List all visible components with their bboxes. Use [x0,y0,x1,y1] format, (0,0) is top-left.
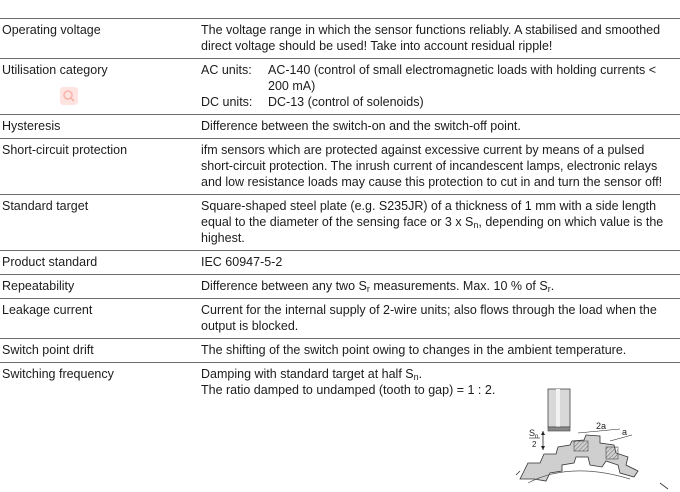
description: Square-shaped steel plate (e.g. S235JR) of a thickness of 1 mm with a side length equal to the diameter of the sensing face or 3 x $S_n$, depending on which value is the highest. [201,199,664,245]
term-operating-voltage: Operating voltage [2,23,101,37]
dc-units-value: DC-13 (control of solenoids) [268,95,424,109]
sensor-face [548,427,570,431]
description: Current for the internal supply of 2-wire units; also flows through the load when the output is blocked. [201,303,657,333]
switching-frequency-diagram [510,375,680,492]
description: IEC 60947-5-2 [201,255,283,269]
term-short-circuit-protection: Short-circuit protection [2,143,128,157]
description [201,62,674,110]
dc-units-line [201,94,674,110]
table-row [0,275,680,299]
ac-units-line [201,62,674,94]
description: The shifting of the switch point owing to changes in the ambient temperature. [201,343,627,357]
term-switch-point-drift: Switch point drift [2,343,94,357]
table-row [0,299,680,339]
table-row [0,139,680,195]
table-row [0,251,680,275]
table-row [0,195,680,251]
divisor-label: 2 [532,440,537,449]
term-switching-frequency: Switching frequency [2,367,114,381]
description: Difference between the switch-on and the switch-off point. [201,119,521,133]
dimension-a-line [610,435,632,441]
table-row [0,59,680,115]
tooth [606,447,618,459]
term-repeatability: Repeatability [2,279,75,293]
dc-units-label: DC units: [201,95,253,109]
ac-units-label: AC units: [201,63,252,77]
table-row [0,115,680,139]
term-leakage-current: Leakage current [2,303,93,317]
sn-label: $S_n$ [529,428,539,440]
term-product-standard: Product standard [2,255,98,269]
specification-table [0,18,680,402]
description: The voltage range in which the sensor functions reliably. A stabilised and smoothed direct voltage should be used! Take into account residual ripple! [201,23,661,53]
table-row [0,339,680,363]
term-utilisation-category: Utilisation category [2,63,108,77]
ac-units-value: AC-140 (control of small electromagnetic loads with holding currents < 200 mA) [268,63,657,93]
description: Difference between any two $S_r$ measurements. Max. 10 % of $S_r$. [201,279,555,294]
dimension-2a-label: 2a [596,421,607,431]
dimension-a-label: a [622,427,628,437]
tooth [574,441,588,451]
term-standard-target: Standard target [2,199,89,213]
description: Damping with standard target at half $S_n$. The ratio damped to undamped (tooth to gap) = 1 : 2. [201,367,496,397]
table-row [0,18,680,59]
description: ifm sensors which are protected against excessive current by means of a pulsed short-circuit protection. The inrush current of incandescent lamps, electronic relays and low resistance loads may cause this protection to cut in and turn the sensor off! [201,143,663,189]
term-hysteresis: Hysteresis [2,119,61,133]
